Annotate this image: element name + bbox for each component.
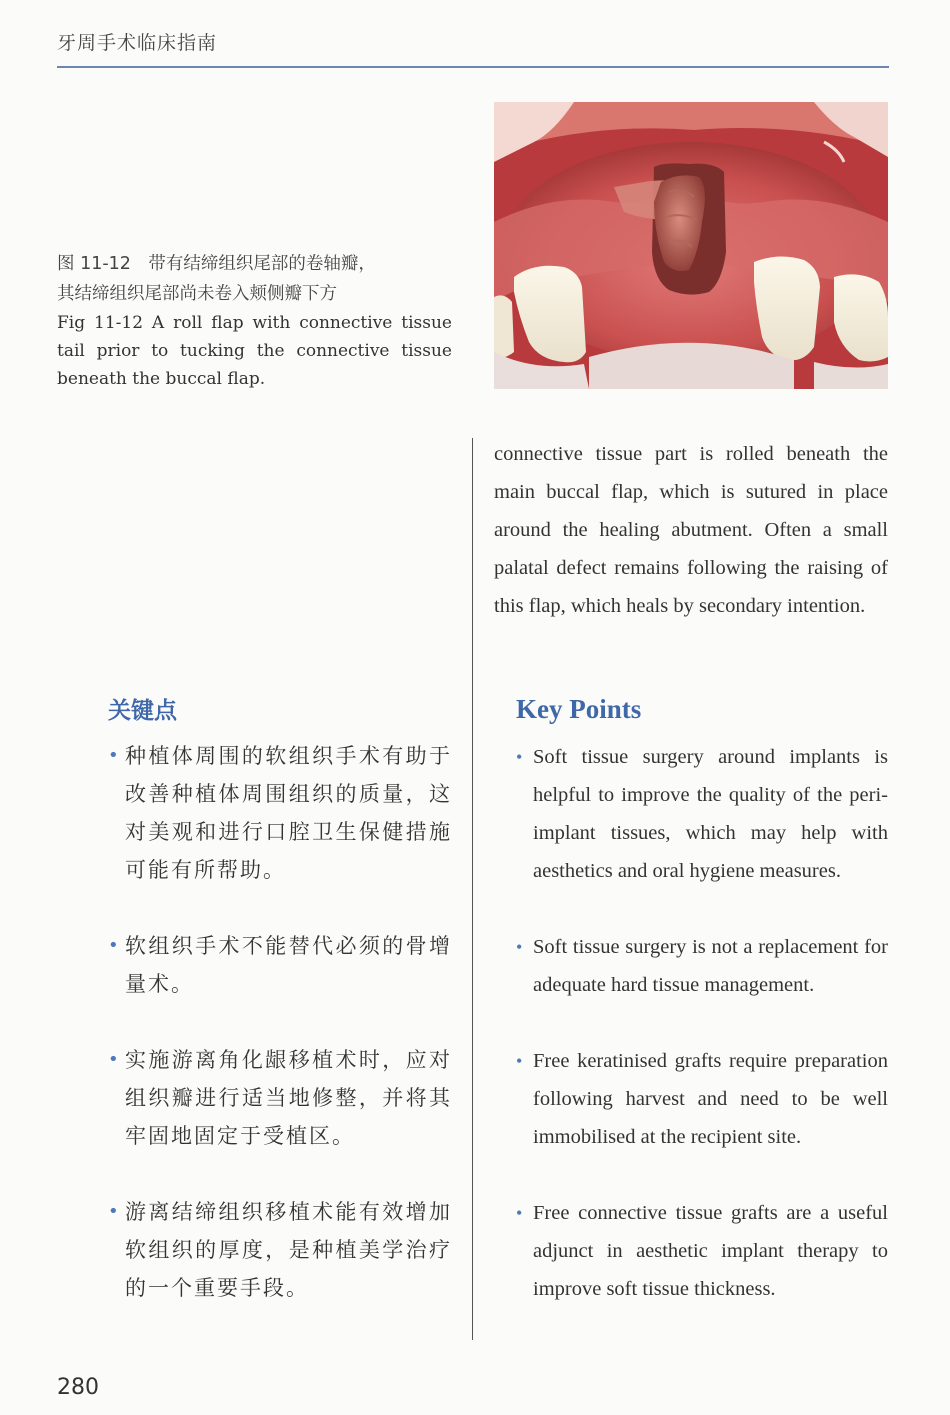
key-points-heading-en: Key Points — [516, 694, 642, 724]
clinical-photo-illustration — [494, 102, 888, 389]
key-point-zh-text: 软组织手术不能替代必须的骨增量术。 — [125, 934, 452, 996]
key-point-zh-3 — [108, 1041, 452, 1155]
figure-caption — [57, 249, 452, 393]
key-point-zh-2 — [108, 927, 452, 1003]
key-point-zh-4 — [108, 1193, 452, 1307]
caption-zh-line-1: 图 11-12 带有结缔组织尾部的卷轴瓣， — [57, 254, 376, 274]
caption-zh-line-2: 其结缔组织尾部尚未卷入颊侧瓣下方 — [57, 284, 337, 304]
key-point-zh-1 — [108, 737, 452, 889]
key-point-en-text: Free keratinised grafts require preparation following harvest and need to be well immobilised at the recipient site. — [533, 1050, 888, 1148]
bullet-icon: • — [108, 745, 121, 766]
key-point-en-3 — [516, 1042, 888, 1156]
key-points-heading-zh: 关键点 — [108, 698, 177, 724]
key-point-en-text: Soft tissue surgery around implants is helpful to improve the quality of the peri-implant tissues, which may help with aesthetics and oral hygiene measures. — [533, 746, 888, 882]
bullet-icon: • — [516, 747, 523, 767]
bullet-icon: • — [108, 1049, 121, 1070]
bullet-icon: • — [516, 1203, 523, 1223]
bullet-icon: • — [516, 1051, 523, 1071]
body-paragraph: connective tissue part is rolled beneath the main buccal flap, which is sutured in place around the healing abutment. Often a small palatal defect remains following the raising of this flap, which heals by secondary intention. — [494, 443, 888, 617]
key-point-en-2 — [516, 928, 888, 1004]
key-point-en-4 — [516, 1194, 888, 1308]
running-header-title: 牙周手术临床指南 — [57, 32, 218, 54]
key-point-en-text: Free connective tissue grafts are a useful adjunct in aesthetic implant therapy to improve soft tissue thickness. — [533, 1202, 888, 1300]
key-point-en-1 — [516, 738, 888, 890]
key-point-zh-text: 游离结缔组织移植术能有效增加软组织的厚度，是种植美学治疗的一个重要手段。 — [125, 1200, 452, 1300]
caption-en: Fig 11-12 A roll flap with connective tissue tail prior to tucking the connective tissue beneath the buccal flap. — [57, 313, 452, 389]
key-point-en-text: Soft tissue surgery is not a replacement for adequate hard tissue management. — [533, 936, 888, 996]
column-divider — [472, 438, 473, 1340]
key-point-zh-text: 实施游离角化龈移植术时，应对组织瓣进行适当地修整，并将其牢固地固定于受植区。 — [125, 1048, 452, 1148]
bullet-icon: • — [516, 937, 523, 957]
header-rule — [57, 66, 889, 68]
bullet-icon: • — [108, 935, 121, 956]
page-number: 280 — [57, 1375, 99, 1400]
clinical-photo — [494, 102, 888, 389]
bullet-icon: • — [108, 1201, 121, 1222]
key-point-zh-text: 种植体周围的软组织手术有助于改善种植体周围组织的质量，这对美观和进行口腔卫生保健措施可能有所帮助。 — [125, 744, 452, 882]
